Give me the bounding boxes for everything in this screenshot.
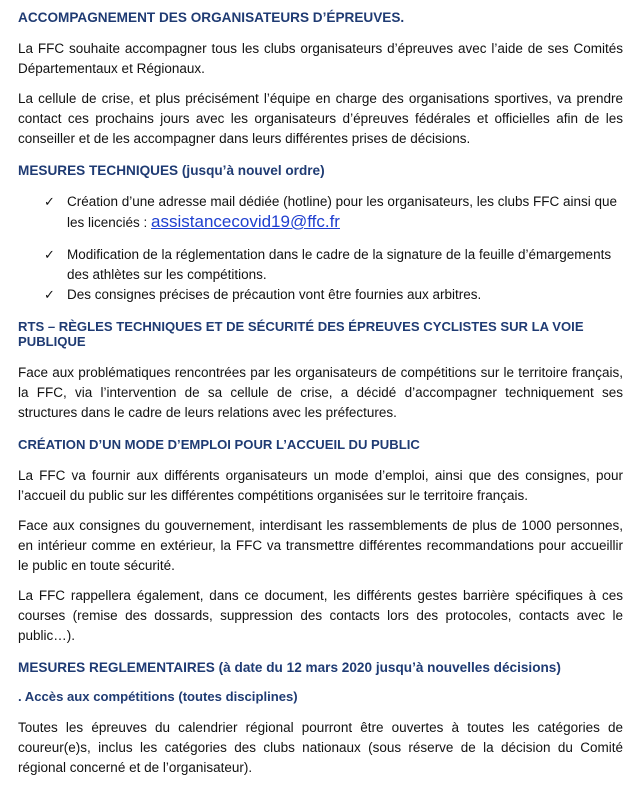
creation-paragraph-2: Face aux consignes du gouvernement, interdisant les rassemblements de plus de 1000 personnes, en intérieur comme en extérieur, la FFC va transmettre différentes recommandations pour accueillir le public en toute sécurité. — [18, 518, 623, 573]
subheading-acces-competitions: . Accès aux compétitions (toutes disciplines) — [18, 689, 298, 704]
intro-paragraph-2: La cellule de crise, et plus précisément l’équipe en charge des organisations sportives, va prendre contact ces prochains jours avec les organisateurs d’épreuves fédérales et officielles afin de les conseiller et de les accompagner dans leurs différentes prises de décisions. — [18, 91, 623, 146]
section-heading-creation: CRÉATION D’UN MODE D’EMPLOI POUR L’ACCUEIL DU PUBLIC — [18, 437, 420, 452]
reglementaires-paragraph: Toutes les épreuves du calendrier régional pourront être ouvertes à toutes les catégories de coureur(e)s, inclus les catégories des clubs nationaux (sous réserve de la décision du Comité régional concerné et de l’organisateur). — [18, 720, 623, 775]
list-item-text: Des consignes précises de précaution vont être fournies aux arbitres. — [67, 287, 482, 302]
document-page — [18, 8, 623, 778]
list-item — [44, 285, 623, 305]
intro-paragraph-1: La FFC souhaite accompagner tous les clubs organisateurs d’épreuves avec l’aide de ses Comités Départementaux et Régionaux. — [18, 41, 623, 76]
list-item-text: Création d’une adresse mail dédiée (hotline) pour les organisateurs, les clubs FFC ainsi que les licenciés : — [67, 194, 618, 230]
section-heading-rts: RTS – RÈGLES TECHNIQUES ET DE SÉCURITÉ DES ÉPREUVES CYCLISTES SUR LA VOIE PUBLIQUE — [18, 319, 584, 349]
check-mark-icon: ✓ — [44, 287, 55, 302]
creation-paragraph-1: La FFC va fournir aux différents organisateurs un mode d’emploi, ainsi que des consignes, pour l’accueil du public sur les différentes compétitions organisées sur le territoire français. — [18, 468, 623, 503]
hotline-email-link[interactable]: assistancecovid19@ffc.fr — [151, 212, 340, 231]
list-item — [44, 245, 623, 285]
rts-paragraph: Face aux problématiques rencontrées par les organisateurs de compétitions sur le territoire français, la FFC, via l’intervention de sa cellule de crise, a décidé d’accompagner techniquement ses structures dans le cadre de leurs relations avec les préfectures. — [18, 365, 623, 420]
section-heading-mesures-techniques: MESURES TECHNIQUES (jusqu’à nouvel ordre) — [18, 163, 325, 178]
check-mark-icon: ✓ — [44, 194, 55, 209]
page-title: ACCOMPAGNEMENT DES ORGANISATEURS D’ÉPREUVES. — [18, 10, 405, 25]
list-item-text: Modification de la réglementation dans le cadre de la signature de la feuille d’émargements des athlètes sur les compétitions. — [67, 247, 612, 282]
list-item — [44, 192, 623, 233]
check-mark-icon: ✓ — [44, 247, 55, 262]
creation-paragraph-3: La FFC rappellera également, dans ce document, les différents gestes barrière spécifiques à ces courses (remise des dossards, suppression des contacts lors des protocoles, contacts avec le public…). — [18, 588, 623, 643]
technical-measures-list — [18, 192, 623, 305]
section-heading-reglementaires: MESURES REGLEMENTAIRES (à date du 12 mars 2020 jusqu’à nouvelles décisions) — [18, 660, 561, 675]
